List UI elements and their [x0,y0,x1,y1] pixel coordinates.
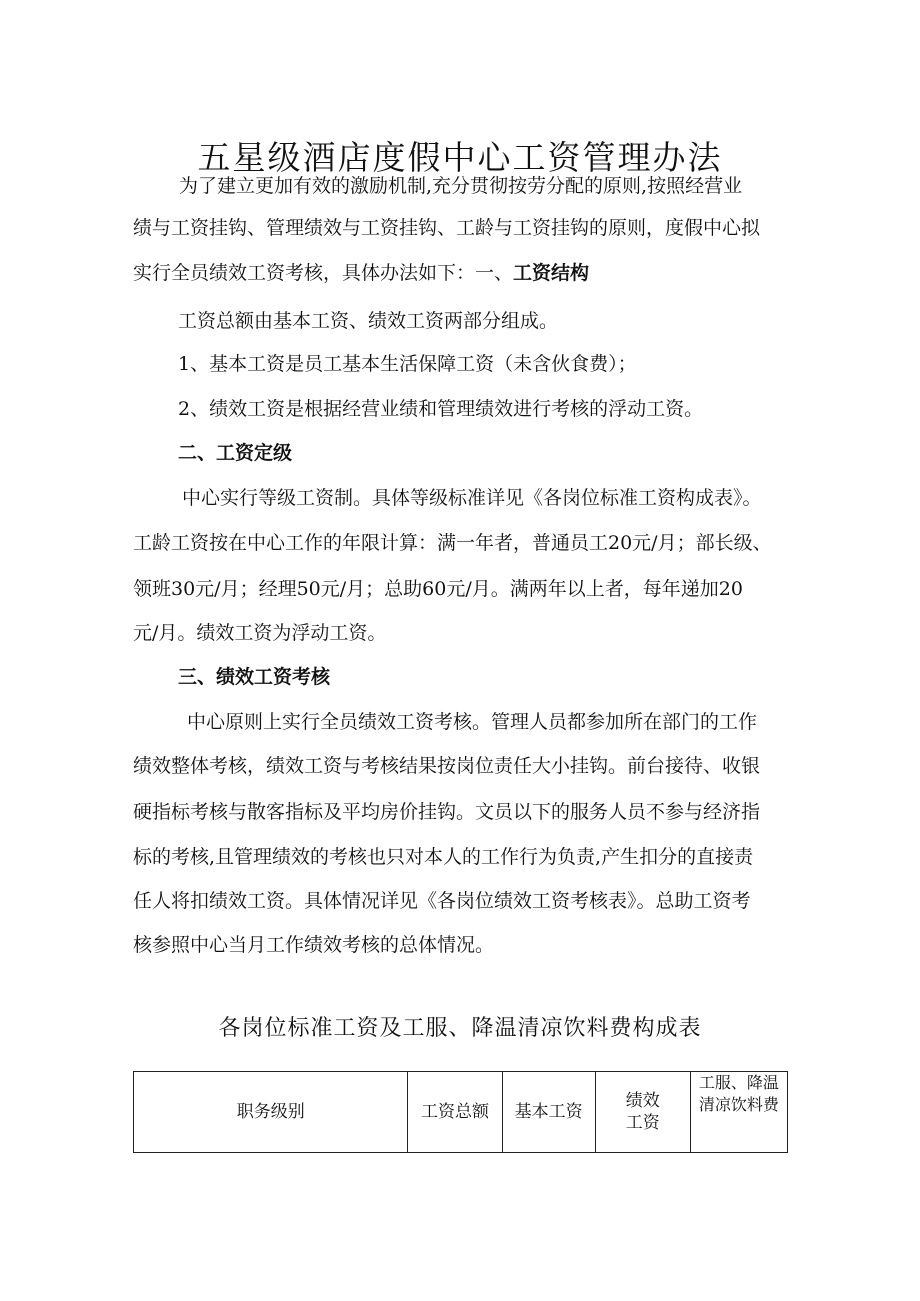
header-uniform-line-1: 工服、降温 [698,1073,779,1092]
salary-table [133,1071,788,1153]
section3-line-5: 任人将扣绩效工资。具体情况详见《各岗位绩效工资考核表》。总助工资考 [133,890,751,912]
document-title: 五星级酒店度假中心工资管理办法 [197,138,723,178]
section1-item-2: 2、绩效工资是根据经营业绩和管理绩效进行考核的浮动工资。 [178,398,704,420]
section1-item-1: 1、基本工资是员工基本生活保障工资（未含伙食费）； [178,353,637,375]
header-performance-line-2: 工资 [625,1113,660,1133]
section2-line-4: 元/月。绩效工资为浮动工资。 [133,622,387,644]
intro-line-2: 绩与工资挂钩、管理绩效与工资挂钩、工龄与工资挂钩的原则，度假中心拟 [133,217,761,239]
section3-line-1: 中心原则上实行全员绩效工资考核。管理人员都参加所在部门的工作 [187,711,758,733]
header-basic: 基本工资 [502,1072,595,1153]
section3-line-6: 核参照中心当月工作绩效考核的总体情况。 [133,934,495,956]
section3-line-3: 硬指标考核与散客指标及平均房价挂钩。文员以下的服务人员不参与经济指 [133,801,761,823]
section1-heading: 工资结构 [513,262,590,284]
intro-line-1: 为了建立更加有效的激励机制,充分贯彻按劳分配的原则,按照经营业 [179,175,743,197]
section3-heading: 三、绩效工资考核 [178,666,331,688]
header-performance-line-1: 绩效 [625,1091,660,1111]
intro-line-3-text: 实行全员绩效工资考核，具体办法如下：一、 [133,262,514,284]
table-title: 各岗位标准工资及工服、降温清凉饮料费构成表 [218,1016,702,1041]
header-uniform-line-2: 清凉饮料费 [698,1095,779,1114]
section2-line-1: 中心实行等级工资制。具体等级标准详见《各岗位标准工资构成表》。 [182,487,762,509]
section2-line-2: 工龄工资按在中心工作的年限计算：满一年者，普通员工20元/月；部长级、 [133,532,772,554]
intro-line-3 [133,258,589,288]
section2-line-3: 领班30元/月；经理50元/月；总助60元/月。满两年以上者，每年递加20 [133,578,743,600]
section2-heading: 二、工资定级 [178,442,293,464]
table-header-row [134,1072,788,1153]
header-total: 工资总额 [408,1072,502,1153]
section1-line-1: 工资总额由基本工资、绩效工资两部分组成。 [178,310,559,332]
header-performance [595,1072,690,1153]
section3-line-4: 标的考核,且管理绩效的考核也只对本人的工作行为负责,产生扣分的直接责 [133,846,754,868]
section3-line-2: 绩效整体考核，绩效工资与考核结果按岗位责任大小挂钩。前台接待、收银 [133,755,761,777]
header-uniform [690,1072,787,1153]
header-position: 职务级别 [134,1072,408,1153]
